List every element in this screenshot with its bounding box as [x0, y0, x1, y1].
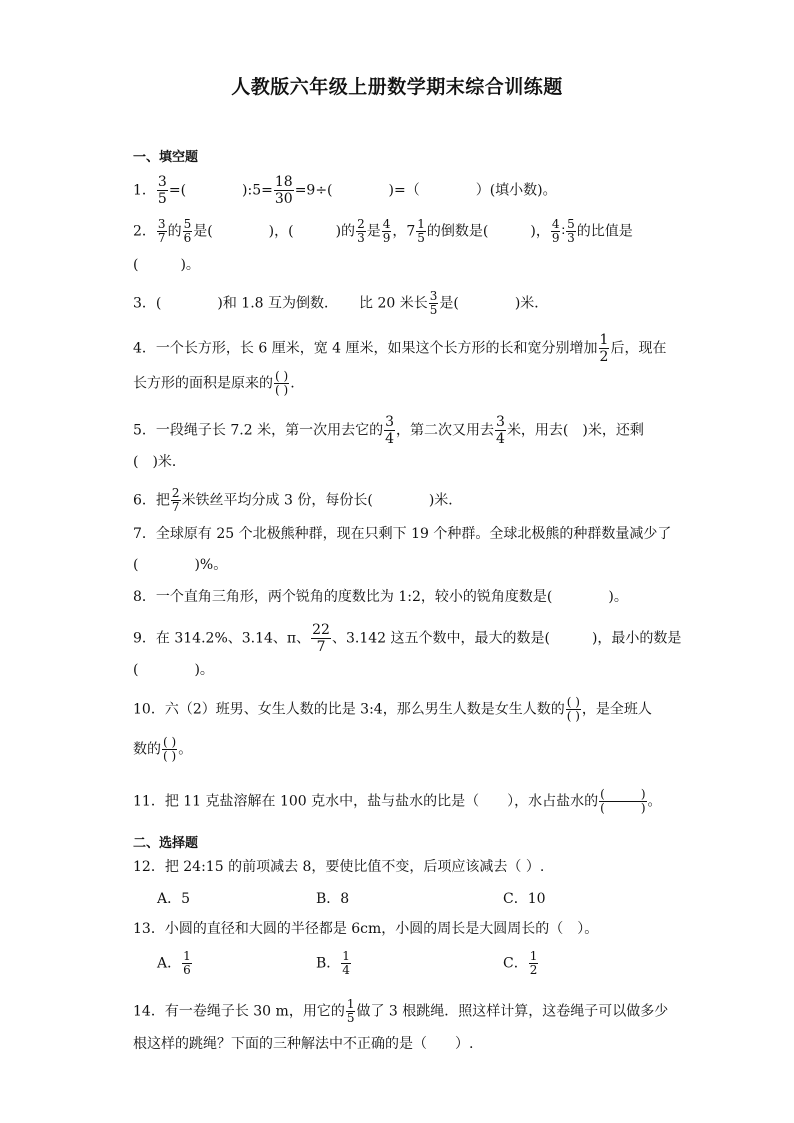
fraction: $\frac{1}{5}$: [346, 997, 355, 1025]
fraction: $\frac{3}{5}$: [429, 289, 438, 317]
question-2-continued: ( )。: [133, 257, 200, 273]
fraction: $\frac{3}{7}$: [157, 217, 166, 245]
fraction-blank: $\frac{( )}{( )}$: [163, 735, 177, 763]
fraction: $\frac{22}{7}$: [312, 622, 330, 655]
question-10: 10．六（2）班男、女生人数的比是 3:4，那么男生人数是女生人数的 $\frac{( )}{( )}$ ，是全班人: [133, 695, 652, 723]
option-b[interactable]: B． $\frac{1}{4}$: [316, 949, 350, 977]
question-10-continued: 数的 $\frac{( )}{( )}$ 。: [133, 735, 193, 763]
fraction: $\frac{1}{6}$: [183, 949, 191, 977]
question-12: 12．把 24:15 的前项减去 8，要使比值不变，后项应该减去（ ）.: [133, 859, 545, 875]
fraction: $\frac{3}{4}$: [385, 414, 395, 447]
fraction: $\frac{2}{7}$: [171, 486, 180, 514]
question-4-continued: 长方形的面积是原来的 $\frac{( )}{( )}$ .: [133, 369, 295, 397]
section-heading-fill-in: 一、填空题: [133, 150, 199, 165]
fraction: $\frac{3}{4}$: [496, 414, 505, 447]
question-6: 6．把 $\frac{2}{7}$ 米铁丝平均分成 3 份，每份长( )米．: [133, 486, 463, 514]
page-title: 人教版六年级上册数学期末综合训练题: [231, 76, 563, 98]
fraction: $\frac{18}{30}$: [274, 174, 293, 207]
question-14-continued: 根这样的跳绳？下面的三种解法中不正确的是（ ）.: [133, 1036, 474, 1052]
question-4: 4．一个长方形，长 6 厘米，宽 4 厘米，如果这个长方形的长和宽分别增加 $\frac{1}{2}$ 后，现在: [133, 332, 667, 365]
question-9-continued: ( )。: [133, 662, 214, 678]
fraction: $\frac{1}{2}$: [599, 332, 609, 365]
option-b[interactable]: B．8: [316, 891, 350, 907]
fraction: $\frac{4}{9}$: [382, 217, 391, 245]
fraction: $\frac{1}{2}$: [529, 949, 538, 977]
option-a[interactable]: A．5: [157, 891, 191, 907]
question-11: 11．把 11 克盐溶解在 100 克水中，盐与盐水的比是（ ），水占盐水的 $\frac{( )}{( )}$ 。: [133, 787, 662, 815]
question-14: 14．有一卷绳子长 30 m，用它的 $\frac{1}{5}$ 做了 3 根跳绳．照这样计算，这卷绳子可以做多少: [133, 997, 669, 1025]
fraction-blank: $\frac{( )}{( )}$: [275, 369, 289, 397]
question-8: 8．一个直角三角形，两个锐角的度数比为 1:2，较小的锐角度数是( )。: [133, 589, 628, 605]
question-7: 7．全球原有 25 个北极熊种群，现在只剩下 19 个种群。全球北极熊的种群数量减少了: [133, 526, 672, 542]
question-5: 5．一段绳子长 7.2 米，第一次用去它的 $\frac{3}{4}$ ，第二次又用去 $\frac{3}{4}$ 米，用去( )米，还剩: [133, 414, 644, 447]
option-c[interactable]: C．10: [503, 891, 546, 907]
fraction: $\frac{5}{6}$: [183, 217, 192, 245]
fraction: $\frac{5}{3}$: [567, 217, 575, 245]
fraction: $\frac{2}{3}$: [357, 217, 365, 245]
question-2: 2． $\frac{3}{7}$ 的 $\frac{5}{6}$ 是( )，( )的 $\frac{2}{3}$ 是 $\frac{4}{9}$ ，7 $\frac{1}{5}$ 的倒数是( )， $\frac{4}{9}$ ∶ $\frac{5}{3}$ 的比值是: [133, 217, 633, 245]
fraction-blank: $\frac{( )}{( )}$: [600, 787, 646, 815]
question-3: 3．( )和 1.8 互为倒数． 比 20 米长 $\frac{3}{5}$ 是( )米．: [133, 289, 549, 317]
question-7-continued: ( )%。: [133, 557, 228, 573]
fraction: $\frac{3}{5}$: [157, 174, 167, 207]
section-heading-choice: 二、选择题: [133, 836, 199, 851]
option-c[interactable]: C． $\frac{1}{2}$: [503, 949, 538, 977]
question-1: 1． $\frac{3}{5}$ =( ):5= $\frac{18}{30}$ =9÷( )=（ ）(填小数)。: [133, 174, 557, 207]
fraction: $\frac{1}{4}$: [342, 949, 350, 977]
question-5-continued: ( )米．: [133, 454, 186, 470]
fraction: $\frac{1}{5}$: [417, 217, 425, 245]
question-13: 13．小圆的直径和大圆的半径都是 6cm，小圆的周长是大圆周长的（ ）。: [133, 921, 599, 937]
fraction-blank: $\frac{( )}{( )}$: [566, 695, 580, 723]
question-9: 9．在 314.2%、3.14、π、 $\frac{22}{7}$ 、3.142 这五个数中，最大的数是( )，最小的数是: [133, 622, 682, 655]
option-a[interactable]: A． $\frac{1}{6}$: [157, 949, 191, 977]
fraction: $\frac{4}{9}$: [551, 217, 560, 245]
